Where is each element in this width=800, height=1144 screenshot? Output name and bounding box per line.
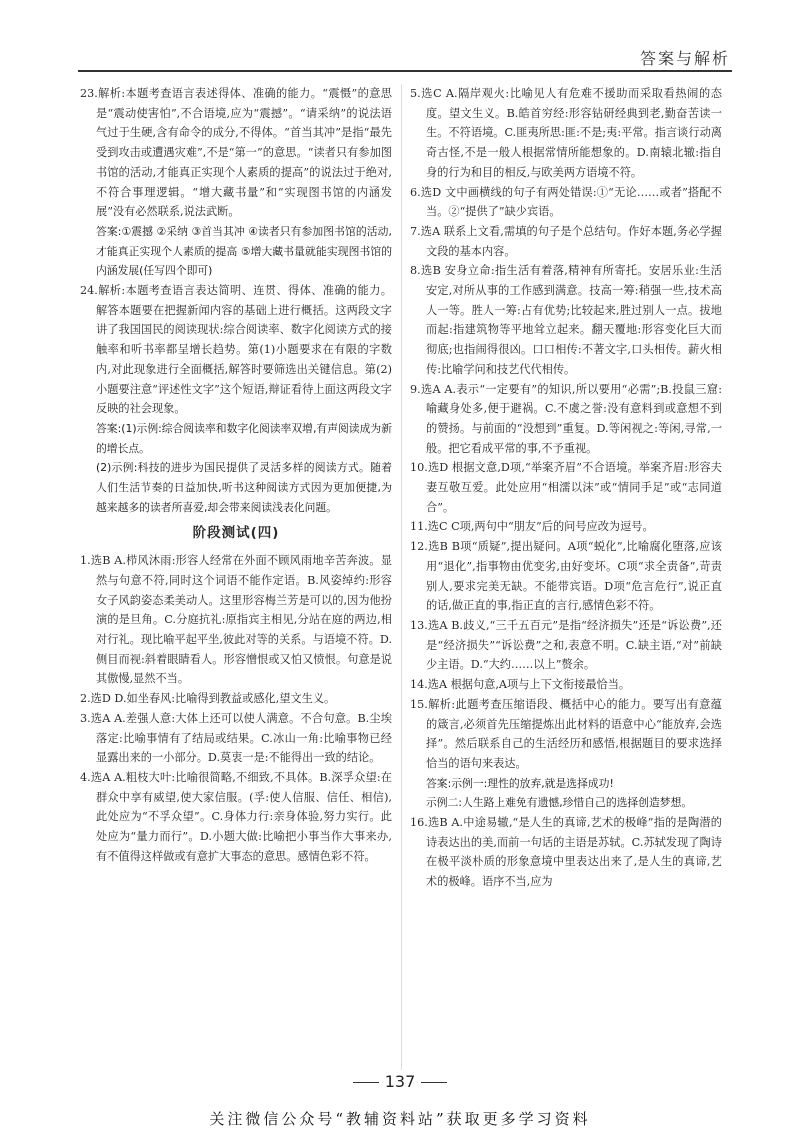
question-14: 14.选A 根据句意,A项与上下文衔接最恰当。 bbox=[410, 678, 631, 692]
left-column bbox=[80, 84, 392, 866]
page-number bbox=[0, 1072, 800, 1091]
question-24-answer-2: (2)示例:科技的进步为国民提供了灵活多样的阅读方式。随着人们生活节奏的日益加快,听书这种阅读方式因为更加便捷,为越来越多的读者所喜爱,却会带来阅读浅表化问题。 bbox=[96, 461, 392, 514]
question-12: 12.选B B项“质疑”,提出疑问。A项“蜕化”,比喻腐化堕落,应该用“退化”,指事物由优变劣,由好变坏。C项“求全责备”,苛责别人,要求完美无缺。不能带宾语。D项“危言危行”,说正直的话,做正直的事,指正直的言行,感情色彩不符。 bbox=[410, 540, 722, 613]
question-24-explanation: 24.解析:本题考查语言表达简明、连贯、得体、准确的能力。解答本题要在把握新闻内容的基础上进行概括。这两段文字讲了我国国民的阅读现状:综合阅读率、数字化阅读方式的接触率和听书率都呈增长趋势。第(1)小题要求在有限的字数内,对此现象进行全面概括,解答时要筛选出关键信息。第(2)小题要注意“评述性文字”这个短语,辩证看待上面这两段文字反映的社会现象。 bbox=[80, 284, 392, 416]
section-title: 阶段测试(四) bbox=[192, 525, 280, 542]
question-9: 9.选A A.表示“一定要有”的知识,所以要用“必需”;B.投鼠三窟:喻藏身处多,便于避祸。C.不虞之誉:没有意料到或意想不到的赞扬。与前面的“没想到”重复。D.等闲视之:等闲,寻常,一般。把它看成平常的事,不予重视。 bbox=[410, 382, 722, 455]
page-number-rule-right bbox=[421, 1082, 447, 1083]
question-7: 7.选A 联系上文看,需填的句子是个总结句。作好本题,务必学握文段的基本内容。 bbox=[410, 224, 722, 258]
question-1: 1.选B A.栉风沐雨:形容人经常在外面不顾风雨地辛苦奔波。显然与句意不符,同时这个词语不能作定语。B.风姿绰约:形容女子风韵姿态柔美动人。这里形容梅兰芳是可以的,因为他扮演的是旦角。C.分庭抗礼:原指宾主相见,分站在庭的两边,相对行礼。现比喻平起平坐,彼此对等的关系。与语境不符。D.侧目而视:斜着眼睛看人。形容憎恨或又怕又愤恨。句意是说其傲慢,显然不当。 bbox=[80, 554, 392, 686]
question-15-explanation: 15.解析:此题考查压缩语段、概括中心的能力。要写出有意蕴的箴言,必须首先压缩提炼出此材料的语意中心“能放弃,会选择”。然后联系自己的生活经历和感悟,根据题目的要求选择恰当的语句来表达。 bbox=[410, 697, 722, 770]
header-rule bbox=[78, 70, 732, 72]
question-10: 10.选D 根据文意,D项,“举案齐眉”不合语境。举案齐眉:形容夫妻互敬互爱。此处应用“相濡以沫”或“情同手足”或“志同道合”。 bbox=[410, 461, 722, 514]
question-15-answer-1: 答案:示例一:理性的放弃,就是选择成功! bbox=[426, 776, 614, 790]
question-16: 16.选B A.中途易辙,“是人生的真谛,艺术的极峰”指的是陶潜的诗表达出的美,而前一句话的主语是苏轼。C.苏轼发现了陶诗在极平淡朴质的形象意境中里表达出来了,是人生的真谛,艺术的极峰。语序不当,应为 bbox=[410, 816, 722, 889]
question-3: 3.选A A.差强人意:大体上还可以使人满意。不合句意。B.尘埃落定:比喻事情有了结局或结果。C.冰山一角:比喻事物已经显露出来的一小部分。D.莫衷一是:不能得出一致的结论。 bbox=[80, 711, 392, 765]
page-number-text: 137 bbox=[384, 1072, 416, 1091]
question-11: 11.选C C项,两句中“朋友”后的问号应改为逗号。 bbox=[410, 520, 654, 534]
question-15-answer-2: 示例二:人生路上难免有遗憾,珍惜自己的选择创造梦想。 bbox=[426, 796, 693, 810]
question-24-answer-1: 答案:(1)示例:综合阅读率和数字化阅读率双增,有声阅读成为新的增长点。 bbox=[96, 421, 392, 455]
question-23-explanation: 23.解析:本题考查语言表述得体、准确的能力。“震慑”的意思是“震动使害怕”,不合语境,应为“震撼”。“请采纳”的说法语气过于生硬,含有命令的成分,不得体。“首当其冲”是指“最先受到攻击或遭遇灾难”,不是“第一”的意思。“读者只有参加图书馆的活动,才能真正实现个人素质的提高”的说法过于绝对,不符合事理逻辑。“增大藏书量”和“实现图书馆的内涵发展”没有必然联系,说法武断。 bbox=[80, 87, 392, 219]
question-5: 5.选C A.隔岸观火:比喻见人有危难不援助而采取看热闹的态度。望文生义。B.皓首穷经:形容钻研经典到老,勤奋苦读一生。不符语境。C.匪夷所思:匪:不是;夷:平常。指言谈行动离奇古怪,不是一般人根据常情所能想象的。D.南辕北辙:指自身的行为和目的相反,与欧美两方语境不符。 bbox=[410, 87, 722, 179]
question-23-answer: 答案:①震撼 ②采纳 ③首当其冲 ④读者只有参加图书馆的活动,才能真正实现个人素质的提高 ⑤增大藏书量就能实现图书馆的内涵发展(任写四个即可) bbox=[96, 224, 392, 278]
question-13: 13.选A B.歧义,“三千五百元”是指“经济损失”还是“诉讼费”,还是“经济损失”“诉讼费”之和,表意不明。C.缺主语,“对”前缺少主语。D.“大约……以上”赘余。 bbox=[410, 618, 722, 672]
right-column bbox=[410, 84, 722, 892]
column-divider bbox=[401, 84, 402, 1070]
question-8: 8.选B 安身立命:指生活有着落,精神有所寄托。安居乐业:生活安定,对所从事的工作感到满意。技高一筹:稍强一些,技术高人一等。胜人一筹:占有优势;比较起来,胜过别人一点。拔地而起:指建筑物等平地耸立起来。翻天覆地:形容变化巨大而彻底;也指闹得很凶。口口相传:不著文字,口头相传。薪火相传:比喻学问和技艺代代相传。 bbox=[410, 264, 722, 376]
question-2: 2.选D D.如坐春风:比喻得到教益或感化,望文生义。 bbox=[80, 692, 336, 706]
question-6: 6.选D 文中画横线的句子有两处错误:①“无论……或者”搭配不当。②“提供了”缺少宾语。 bbox=[410, 185, 722, 219]
footer-note: 关注微信公众号“教辅资料站”获取更多学习资料 bbox=[209, 1110, 591, 1128]
page-number-rule-left bbox=[353, 1082, 379, 1083]
question-4: 4.选A A.粗枝大叶:比喻很简略,不细致,不具体。B.深孚众望:在群众中享有威望,使大家信服。(孚:使人信服、信任、相信),此处应为“不孚众望”。C.身体力行:亲身体验,努力实行。此处应为“量力而行”。D.小题大做:比喻把小事当作大事来办,有不值得这样做或有意扩大事态的意思。感情色彩不符。 bbox=[80, 770, 392, 863]
header-title: 答案与解析 bbox=[639, 49, 730, 68]
